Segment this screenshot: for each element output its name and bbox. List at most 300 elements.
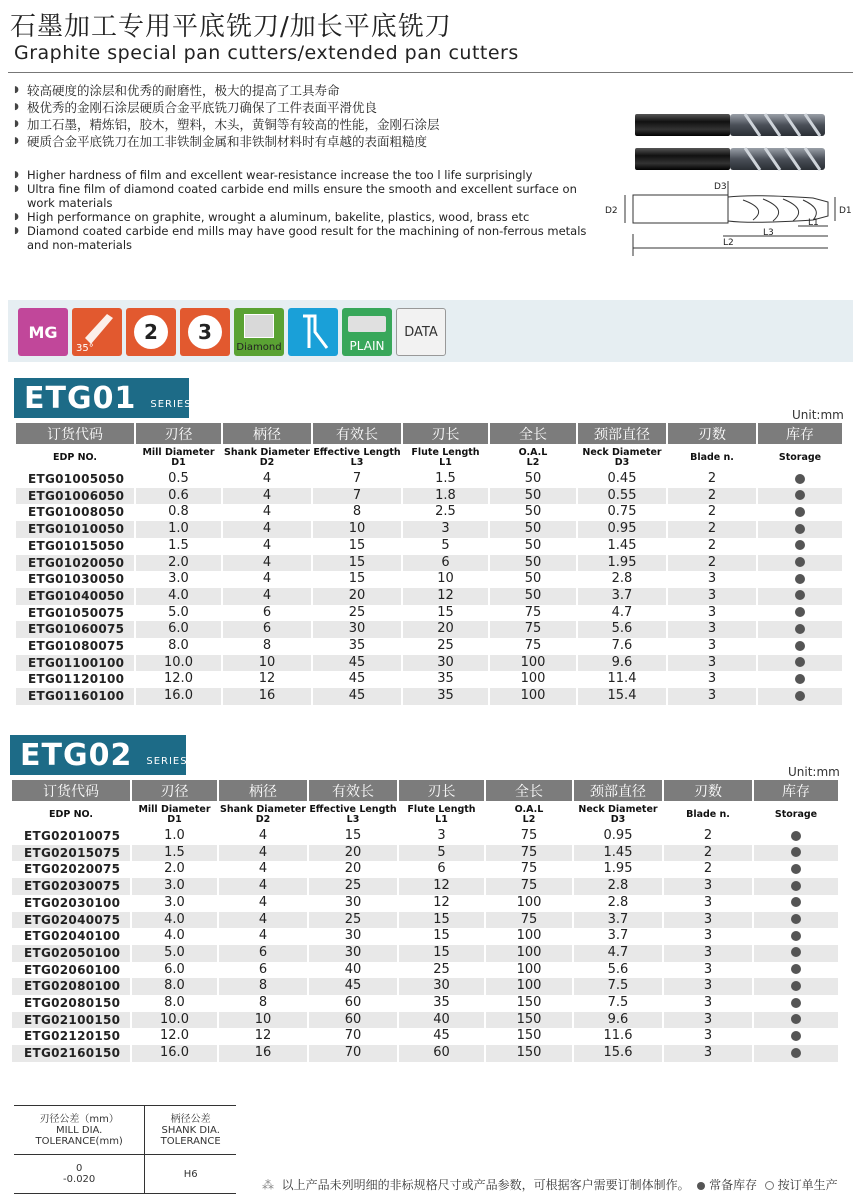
- table-cell: 2.5: [402, 504, 489, 521]
- column-header-cn: 订货代码: [16, 423, 135, 444]
- header-row-en: [16, 444, 843, 471]
- table-cell: 9.6: [573, 1012, 663, 1029]
- table-cell: 12: [402, 588, 489, 605]
- table-cell: 2: [667, 521, 757, 538]
- table-cell: 100: [485, 978, 573, 995]
- label-l2: L2: [723, 238, 734, 248]
- table-cell: 4: [218, 828, 308, 845]
- table-row: [16, 521, 843, 538]
- table-cell: 50: [489, 504, 577, 521]
- table-cell: 6.0: [135, 621, 222, 638]
- feature-en-item: ◗ Diamond coated carbide end mills may have good result for the machining of non-ferrous metals and non-materials: [14, 224, 587, 252]
- table-cell: 1.0: [131, 828, 218, 845]
- edp-code-cell: ETG01006050: [16, 488, 135, 505]
- table-row: [12, 978, 839, 995]
- table-cell: 3: [663, 1012, 753, 1029]
- table-cell: 10.0: [135, 655, 222, 672]
- table-cell: 1.45: [577, 538, 667, 555]
- table-cell: 4: [222, 538, 312, 555]
- table-cell: 3.7: [573, 928, 663, 945]
- table-cell: 8.0: [135, 638, 222, 655]
- series-tab-etg01: ETG01 SERIES: [14, 378, 189, 418]
- edp-code-cell: ETG01040050: [16, 588, 135, 605]
- table-cell: 3: [667, 638, 757, 655]
- table-cell: 5.0: [135, 605, 222, 622]
- unit-label: Unit:mm: [792, 408, 844, 422]
- feature-cn-item: ◗ 极优秀的金刚石涂层硬质合金平底铣刀确保了工件表面平滑优良: [14, 100, 378, 115]
- column-header-cn: 刃径: [131, 780, 218, 801]
- table-cell: 0.5: [135, 471, 222, 488]
- table-cell: 15: [402, 605, 489, 622]
- table-cell: 0.95: [573, 828, 663, 845]
- in-stock-dot-icon: [795, 624, 805, 634]
- storage-cell: [757, 638, 843, 655]
- header-row-cn: [16, 423, 843, 444]
- table-cell: 150: [485, 1012, 573, 1029]
- table-cell: 2.8: [573, 895, 663, 912]
- table-cell: 50: [489, 521, 577, 538]
- column-header-en: Shank Diameter D2: [218, 801, 308, 828]
- in-stock-dot-icon: [795, 641, 805, 651]
- table-cell: 4.0: [131, 912, 218, 929]
- table-row: [16, 588, 843, 605]
- label-d2: D2: [605, 206, 618, 216]
- table-cell: 9.6: [577, 655, 667, 672]
- storage-cell: [753, 945, 839, 962]
- in-stock-dot-icon: [795, 490, 805, 500]
- in-stock-dot-icon: [791, 1031, 801, 1041]
- table-cell: 6.0: [131, 962, 218, 979]
- table-cell: 10: [312, 521, 402, 538]
- storage-cell: [757, 605, 843, 622]
- table-cell: 7.5: [573, 978, 663, 995]
- storage-cell: [753, 878, 839, 895]
- storage-cell: [753, 978, 839, 995]
- features-cn-list: [14, 82, 440, 150]
- storage-cell: [753, 928, 839, 945]
- storage-cell: [757, 588, 843, 605]
- three-flute-icon: 3: [180, 308, 230, 356]
- table-cell: 2: [667, 504, 757, 521]
- in-stock-dot-icon: [791, 831, 801, 841]
- storage-cell: [753, 912, 839, 929]
- table-cell: 30: [308, 945, 398, 962]
- column-header-en: Blade n.: [667, 444, 757, 471]
- table-cell: 50: [489, 555, 577, 572]
- table-cell: 45: [398, 1028, 485, 1045]
- table-cell: 1.5: [135, 538, 222, 555]
- table-cell: 75: [485, 845, 573, 862]
- in-stock-dot-icon: [795, 607, 805, 617]
- table-cell: 8: [312, 504, 402, 521]
- tolerance-table: [14, 1105, 236, 1194]
- storage-cell: [757, 488, 843, 505]
- table-cell: 2: [667, 471, 757, 488]
- table-cell: 12.0: [135, 671, 222, 688]
- in-stock-dot-icon: [791, 897, 801, 907]
- in-stock-dot-icon: [795, 657, 805, 667]
- table-cell: 4.7: [577, 605, 667, 622]
- bullet-icon: ◗: [14, 119, 19, 129]
- end-mill-type-icon: [288, 308, 338, 356]
- table-cell: 2.8: [577, 571, 667, 588]
- table-cell: 25: [312, 605, 402, 622]
- edp-code-cell: ETG01050075: [16, 605, 135, 622]
- in-stock-dot-icon: [795, 691, 805, 701]
- table-cell: 12: [398, 895, 485, 912]
- table-cell: 30: [402, 655, 489, 672]
- storage-cell: [757, 655, 843, 672]
- edp-code-cell: ETG01005050: [16, 471, 135, 488]
- table-cell: 3.0: [131, 895, 218, 912]
- table-cell: 30: [308, 895, 398, 912]
- table-cell: 3: [663, 912, 753, 929]
- table-cell: 2.0: [135, 555, 222, 572]
- feature-cn-item: ◗ 硬质合金平底铣刀在加工非铁制金属和非铁制材料时有卓越的表面粗糙度: [14, 134, 428, 149]
- table-cell: 2: [667, 538, 757, 555]
- table-cell: 50: [489, 571, 577, 588]
- storage-cell: [753, 1045, 839, 1062]
- bullet-icon: ◗: [14, 184, 19, 194]
- table-cell: 45: [312, 688, 402, 705]
- storage-cell: [753, 845, 839, 862]
- table-cell: 11.4: [577, 671, 667, 688]
- edp-code-cell: ETG02010075: [12, 828, 131, 845]
- edp-code-cell: ETG02060100: [12, 962, 131, 979]
- table-row: [16, 471, 843, 488]
- table-cell: 4.0: [135, 588, 222, 605]
- bullet-icon: ◗: [14, 212, 19, 222]
- table-cell: 7: [312, 471, 402, 488]
- table-cell: 70: [308, 1045, 398, 1062]
- column-header-cn: 有效长: [312, 423, 402, 444]
- edp-code-cell: ETG01030050: [16, 571, 135, 588]
- mg-icon: MG: [18, 308, 68, 356]
- table-cell: 15: [398, 945, 485, 962]
- in-stock-dot-icon: [791, 931, 801, 941]
- edp-code-cell: ETG02160150: [12, 1045, 131, 1062]
- table-cell: 4: [222, 555, 312, 572]
- feature-en-item: ◗ High performance on graphite, wrought a aluminum, bakelite, plastics, wood, brass etc: [14, 210, 530, 224]
- feature-cn-item: ◗ 较高硬度的涂层和优秀的耐磨性，极大的提高了工具寿命: [14, 83, 340, 98]
- edp-code-cell: ETG01008050: [16, 504, 135, 521]
- table-cell: 50: [489, 488, 577, 505]
- table-row: [12, 845, 839, 862]
- table-cell: 2: [663, 828, 753, 845]
- table-cell: 6: [222, 621, 312, 638]
- table-cell: 4: [222, 488, 312, 505]
- table-cell: 12: [398, 878, 485, 895]
- table-cell: 0.95: [577, 521, 667, 538]
- table-cell: 30: [312, 621, 402, 638]
- feature-cn-item: ◗ 加工石墨，精炼铝，胶木，塑料，木头，黄铜等有较高的性能，金刚石涂层: [14, 117, 440, 132]
- table-cell: 4: [218, 845, 308, 862]
- table-cell: 30: [398, 978, 485, 995]
- table-cell: 3: [663, 1028, 753, 1045]
- column-header-en: Effective Length L3: [308, 801, 398, 828]
- table-cell: 50: [489, 538, 577, 555]
- order-circle-icon: [765, 1181, 774, 1190]
- storage-cell: [753, 861, 839, 878]
- table-cell: 3: [667, 605, 757, 622]
- storage-cell: [757, 521, 843, 538]
- table-row: [12, 1012, 839, 1029]
- table-cell: 2: [663, 861, 753, 878]
- label-d1: D1: [839, 206, 852, 216]
- table-cell: 3: [398, 828, 485, 845]
- in-stock-dot-icon: [791, 864, 801, 874]
- table-row: [16, 488, 843, 505]
- table-cell: 15: [312, 538, 402, 555]
- edp-code-cell: ETG01100100: [16, 655, 135, 672]
- edp-code-cell: ETG01020050: [16, 555, 135, 572]
- pattern-icon: ⁂: [262, 1178, 274, 1192]
- spec-table-etg02: [12, 780, 840, 1062]
- column-header-cn: 有效长: [308, 780, 398, 801]
- feature-icon-bar: [8, 300, 853, 362]
- table-cell: 75: [485, 828, 573, 845]
- table-cell: 3: [667, 655, 757, 672]
- table-cell: 50: [489, 588, 577, 605]
- table-cell: 75: [485, 912, 573, 929]
- table-cell: 40: [308, 962, 398, 979]
- table-cell: 4: [218, 912, 308, 929]
- table-row: [16, 688, 843, 705]
- table-cell: 3.0: [135, 571, 222, 588]
- storage-cell: [757, 571, 843, 588]
- storage-cell: [753, 962, 839, 979]
- table-cell: 16: [218, 1045, 308, 1062]
- diamond-coating-icon: Diamond: [234, 308, 284, 356]
- table-cell: 12: [222, 671, 312, 688]
- storage-cell: [757, 555, 843, 572]
- in-stock-dot-icon: [795, 574, 805, 584]
- header-divider: [8, 72, 853, 73]
- column-header-cn: 刃数: [663, 780, 753, 801]
- label-l3: L3: [763, 228, 774, 238]
- column-header-cn: 库存: [753, 780, 839, 801]
- table-cell: 1.5: [402, 471, 489, 488]
- table-cell: 6: [398, 861, 485, 878]
- table-cell: 150: [485, 1028, 573, 1045]
- column-header-cn: 库存: [757, 423, 843, 444]
- table-cell: 6: [218, 945, 308, 962]
- table-cell: 100: [485, 962, 573, 979]
- table-cell: 4: [222, 471, 312, 488]
- in-stock-dot-icon: [795, 474, 805, 484]
- table-cell: 40: [398, 1012, 485, 1029]
- in-stock-dot-icon: [791, 914, 801, 924]
- table-cell: 8: [222, 638, 312, 655]
- table-cell: 150: [485, 1045, 573, 1062]
- edp-code-cell: ETG01160100: [16, 688, 135, 705]
- helix-angle-icon: 35°: [72, 308, 122, 356]
- table-cell: 0.8: [135, 504, 222, 521]
- table-cell: 7.6: [577, 638, 667, 655]
- column-header-en: Neck Diameter D3: [577, 444, 667, 471]
- column-header-en: O.A.L L2: [489, 444, 577, 471]
- column-header-cn: 颈部直径: [573, 780, 663, 801]
- table-body: [16, 471, 843, 705]
- column-header-cn: 全长: [485, 780, 573, 801]
- two-flute-icon: 2: [126, 308, 176, 356]
- table-row: [12, 945, 839, 962]
- in-stock-dot-icon: [795, 557, 805, 567]
- header-row-en: [12, 801, 839, 828]
- table-cell: 12.0: [131, 1028, 218, 1045]
- table-cell: 2: [667, 555, 757, 572]
- table-cell: 10: [222, 655, 312, 672]
- table-cell: 100: [489, 688, 577, 705]
- table-cell: 3.7: [577, 588, 667, 605]
- in-stock-dot-icon: [795, 540, 805, 550]
- storage-cell: [757, 688, 843, 705]
- edp-code-cell: ETG02030075: [12, 878, 131, 895]
- table-row: [12, 962, 839, 979]
- column-header-cn: 颈部直径: [577, 423, 667, 444]
- column-header-cn: 刃径: [135, 423, 222, 444]
- bullet-icon: ◗: [14, 170, 19, 180]
- table-cell: 20: [312, 588, 402, 605]
- table-cell: 100: [485, 928, 573, 945]
- table-cell: 60: [398, 1045, 485, 1062]
- table-cell: 150: [485, 995, 573, 1012]
- table-row: [16, 655, 843, 672]
- table-cell: 3: [667, 688, 757, 705]
- table-cell: 100: [485, 945, 573, 962]
- edp-code-cell: ETG01010050: [16, 521, 135, 538]
- column-header-en: EDP NO.: [12, 801, 131, 828]
- storage-cell: [753, 1028, 839, 1045]
- table-cell: 16: [222, 688, 312, 705]
- table-cell: 3: [667, 588, 757, 605]
- in-stock-dot-icon: [791, 981, 801, 991]
- column-header-en: Flute Length L1: [402, 444, 489, 471]
- edp-code-cell: ETG02040100: [12, 928, 131, 945]
- table-cell: 45: [312, 655, 402, 672]
- feature-en-item: ◗ Ultra fine film of diamond coated carbide end mills ensure the smooth and excellent surface on work materials: [14, 182, 577, 210]
- bullet-icon: ◗: [14, 85, 19, 95]
- table-cell: 75: [489, 621, 577, 638]
- table-cell: 2.0: [131, 861, 218, 878]
- table-cell: 3: [663, 978, 753, 995]
- series-tab-etg02: ETG02 SERIES: [10, 735, 186, 775]
- table-cell: 2.8: [573, 878, 663, 895]
- table-cell: 4: [222, 521, 312, 538]
- table-cell: 100: [485, 895, 573, 912]
- table-cell: 0.6: [135, 488, 222, 505]
- storage-cell: [757, 504, 843, 521]
- tool-photo: [635, 110, 830, 176]
- features-en-list: [14, 168, 607, 252]
- shank-tolerance-header: 柄径公差 SHANK DIA. TOLERANCE: [145, 1106, 236, 1155]
- table-cell: 16.0: [135, 688, 222, 705]
- table-cell: 35: [312, 638, 402, 655]
- table-cell: 60: [308, 995, 398, 1012]
- table-cell: 3.7: [573, 912, 663, 929]
- table-row: [16, 621, 843, 638]
- table-row: [12, 912, 839, 929]
- in-stock-dot-icon: [791, 1014, 801, 1024]
- table-cell: 10: [402, 571, 489, 588]
- bullet-icon: ◗: [14, 102, 19, 112]
- table-cell: 12: [218, 1028, 308, 1045]
- in-stock-dot-icon: [791, 947, 801, 957]
- table-cell: 5.0: [131, 945, 218, 962]
- column-header-en: Flute Length L1: [398, 801, 485, 828]
- edp-code-cell: ETG02030100: [12, 895, 131, 912]
- table-cell: 3: [663, 945, 753, 962]
- table-cell: 1.8: [402, 488, 489, 505]
- in-stock-dot-icon: [791, 847, 801, 857]
- column-header-en: Neck Diameter D3: [573, 801, 663, 828]
- table-row: [12, 1028, 839, 1045]
- page-subtitle: Graphite special pan cutters/extended pan cutters: [14, 42, 519, 64]
- table-cell: 3: [663, 1045, 753, 1062]
- table-cell: 2: [667, 488, 757, 505]
- bullet-icon: ◗: [14, 136, 19, 146]
- table-cell: 1.95: [573, 861, 663, 878]
- table-cell: 25: [308, 878, 398, 895]
- column-header-en: Mill Diameter D1: [131, 801, 218, 828]
- table-cell: 3: [667, 671, 757, 688]
- table-row: [16, 638, 843, 655]
- column-header-en: Storage: [753, 801, 839, 828]
- table-cell: 4: [218, 861, 308, 878]
- table-cell: 20: [402, 621, 489, 638]
- edp-code-cell: ETG02100150: [12, 1012, 131, 1029]
- storage-cell: [753, 895, 839, 912]
- table-cell: 25: [398, 962, 485, 979]
- table-header: [12, 780, 839, 828]
- table-cell: 15.6: [573, 1045, 663, 1062]
- table-cell: 1.95: [577, 555, 667, 572]
- shank-tolerance-value: H6: [145, 1155, 236, 1194]
- edp-code-cell: ETG02015075: [12, 845, 131, 862]
- table-row: [12, 1045, 839, 1062]
- column-header-en: Storage: [757, 444, 843, 471]
- table-cell: 7: [312, 488, 402, 505]
- edp-code-cell: ETG01015050: [16, 538, 135, 555]
- edp-code-cell: ETG02050100: [12, 945, 131, 962]
- data-icon: DATA: [396, 308, 446, 356]
- table-cell: 75: [489, 638, 577, 655]
- table-cell: 4: [222, 588, 312, 605]
- edp-code-cell: ETG02120150: [12, 1028, 131, 1045]
- mill-tolerance-value: 0 -0.020: [14, 1155, 145, 1194]
- edp-code-cell: ETG01120100: [16, 671, 135, 688]
- column-header-en: O.A.L L2: [485, 801, 573, 828]
- table-cell: 10.0: [131, 1012, 218, 1029]
- table-row: [16, 538, 843, 555]
- storage-cell: [753, 995, 839, 1012]
- table-cell: 4: [222, 504, 312, 521]
- table-cell: 3: [667, 621, 757, 638]
- table-cell: 4.0: [131, 928, 218, 945]
- table-cell: 16.0: [131, 1045, 218, 1062]
- table-cell: 1.0: [135, 521, 222, 538]
- table-cell: 4: [218, 928, 308, 945]
- table-cell: 30: [308, 928, 398, 945]
- table-cell: 4: [222, 571, 312, 588]
- storage-cell: [757, 471, 843, 488]
- column-header-en: Effective Length L3: [312, 444, 402, 471]
- table-cell: 15: [312, 571, 402, 588]
- table-cell: 2: [663, 845, 753, 862]
- table-cell: 0.75: [577, 504, 667, 521]
- header-row-cn: [12, 780, 839, 801]
- table-cell: 75: [489, 605, 577, 622]
